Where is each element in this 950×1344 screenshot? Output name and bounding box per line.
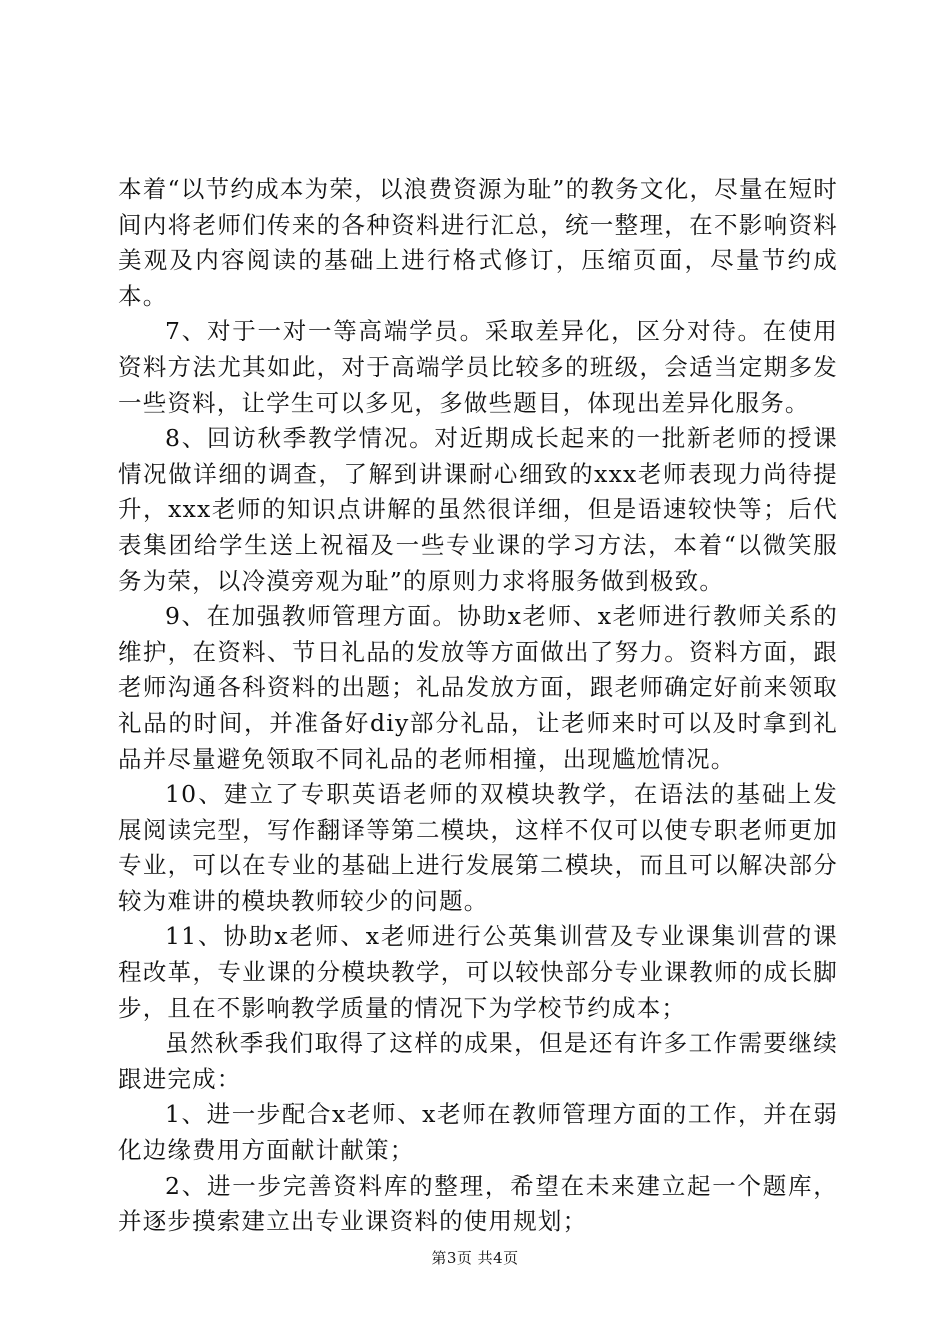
paragraph-item-8: 8、回访秋季教学情况。对近期成长起来的一批新老师的授课情况做详细的调查，了解到讲课耐心细致的xxx老师表现力尚待提升，xxx老师的知识点讲解的虽然很详细，但是语速较快等；后代表集团给学生送上祝福及一些专业课的学习方法，本着“以微笑服务为荣，以冷漠旁观为耻”的原则力求将服务做到极致。 xyxy=(118,424,838,595)
paragraph-summary: 虽然秋季我们取得了这样的成果，但是还有许多工作需要继续跟进完成： xyxy=(118,1029,838,1093)
paragraph-item-9: 9、在加强教师管理方面。协助x老师、x老师进行教师关系的维护，在资料、节日礼品的发放等方面做出了努力。资料方面，跟老师沟通各科资料的出题；礼品发放方面，跟老师确定好前来领取礼品的时间，并准备好diy部分礼品，让老师来时可以及时拿到礼品并尽量避免领取不同礼品的老师相撞，出现尴尬情况。 xyxy=(118,602,838,773)
paragraph-item-11: 11、协助x老师、x老师进行公英集训营及专业课集训营的课程改革，专业课的分模块教学，可以较快部分专业课教师的成长脚步，且在不影响教学质量的情况下为学校节约成本； xyxy=(118,922,838,1022)
paragraph-todo-1: 1、进一步配合x老师、x老师在教师管理方面的工作，并在弱化边缘费用方面献计献策； xyxy=(118,1100,838,1165)
paragraph-continuation: 本着“以节约成本为荣，以浪费资源为耻”的教务文化，尽量在短时间内将老师们传来的各种资料进行汇总，统一整理，在不影响资料美观及内容阅读的基础上进行格式修订，压缩页面，尽量节约成本。 xyxy=(118,175,838,310)
paragraph-todo-2: 2、进一步完善资料库的整理，希望在未来建立起一个题库，并逐步摸索建立出专业课资料的使用规划； xyxy=(118,1171,838,1236)
paragraph-item-7: 7、对于一对一等高端学员。采取差异化，区分对待。在使用资料方法尤其如此，对于高端学员比较多的班级，会适当定期多发一些资料，让学生可以多见，多做些题目，体现出差异化服务。 xyxy=(118,317,838,417)
page-number-footer: 第3页 共4页 xyxy=(431,1249,519,1267)
document-body xyxy=(118,172,838,1240)
paragraph-item-10: 10、建立了专职英语老师的双模块教学，在语法的基础上发展阅读完型，写作翻译等第二模块，这样不仅可以使专职老师更加专业，可以在专业的基础上进行发展第二模块，而且可以解决部分较为难讲的模块教师较少的问题。 xyxy=(118,780,838,915)
